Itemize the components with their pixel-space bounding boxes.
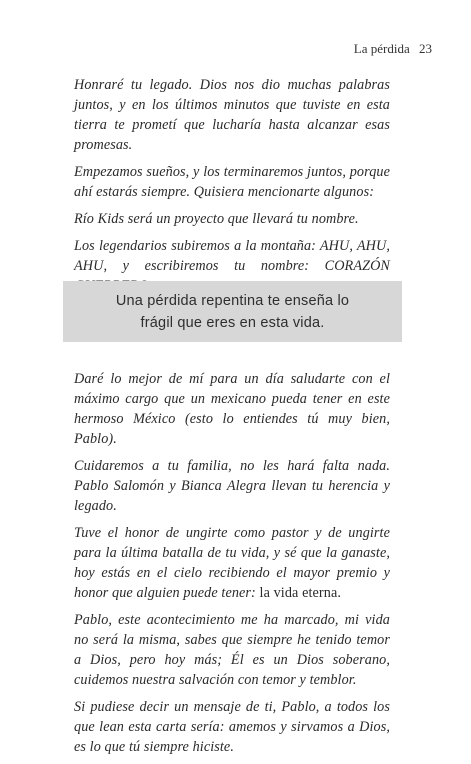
paragraph: Los legendarios subiremos a la montaña: AHU, AHU, AHU, y escribiremos tu nombre: CORAZÓN [74, 238, 390, 274]
paragraph: Honraré tu legado. Dios nos dio muchas palabras juntos, y en los últimos minutos que tuviste en esta tierra te prometí que lucharía hasta alcanzar esas promesas. [74, 77, 390, 153]
pull-quote: Una pérdida repentina te enseña lo frágil que eres en esta vida. [115, 292, 350, 331]
paragraph: Si pudiese decir un mensaje de ti, Pablo, a todos los que lean esta carta sería: amemos y sirvamos a Dios, es lo que tú siempre hiciste. [74, 699, 390, 755]
chapter-title: La pérdida [353, 41, 410, 56]
running-header [354, 41, 432, 57]
body-text-bottom [74, 369, 390, 764]
paragraph-italic-part: Tuve el honor de ungirte como pastor y de ungirte para la última batalla de tu vida, y sé que la ganaste, hoy estás en el cielo recibiendo el mayor premio y honor que alguien puede tener: [74, 525, 390, 601]
paragraph-roman-part: la vida eterna. [259, 585, 341, 601]
paragraph: Cuidaremos a tu familia, no les hará falta nada. Pablo Salomón y Bianca Alegra llevan tu herencia y legado. [74, 458, 390, 514]
body-text-top [74, 75, 390, 303]
paragraph: Pablo, este acontecimiento me ha marcado, mi vida no será la misma, sabes que siempre he tenido temor a Dios, pero hoy más; Él es un Dios soberano, cuidemos nuestra salvación con temor y temblor. [74, 612, 390, 688]
paragraph [74, 523, 390, 603]
pull-quote-box [63, 281, 402, 342]
paragraph: Río Kids será un proyecto que llevará tu nombre. [74, 211, 359, 227]
page-number: 23 [419, 41, 432, 56]
paragraph: Daré lo mejor de mí para un día saludarte con el máximo cargo que un mexicano pueda tener en este hermoso México (esto lo entiendes tú muy bien, Pablo). [74, 371, 390, 447]
paragraph: Empezamos sueños, y los terminaremos juntos, porque ahí estarás siempre. Quisiera mencionarte algunos: [74, 164, 390, 200]
